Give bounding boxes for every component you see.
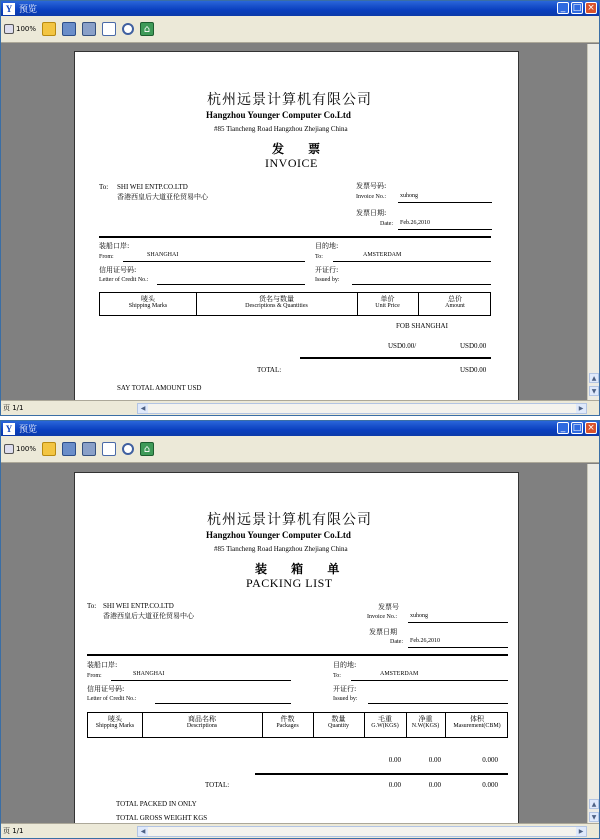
maximize-button[interactable]: □: [572, 423, 582, 433]
issuer-label-cn: 开证行:: [315, 266, 339, 274]
exit-icon: ⌂: [140, 22, 154, 36]
find-button[interactable]: [122, 439, 134, 459]
header-shipping-marks-cn: 唛头: [108, 715, 122, 723]
header-description-en: Descriptions & Quantities: [245, 303, 308, 310]
destination-value: AMSTERDAM: [380, 671, 419, 677]
status-bar: [1, 823, 599, 838]
find-button[interactable]: [122, 19, 134, 39]
page-icon: [102, 22, 116, 36]
preview-canvas[interactable]: [1, 464, 587, 826]
doc-title-cn: 装 箱 单: [255, 562, 350, 576]
packing-list-page: [74, 472, 519, 826]
header-descriptions-cn: 商品名称: [188, 715, 216, 723]
page-setup-button[interactable]: [102, 439, 116, 459]
printer-icon: [82, 22, 96, 36]
doc-title-en: PACKING LIST: [246, 576, 333, 590]
folder-open-icon: [42, 442, 56, 456]
row-net-weight: 0.00: [428, 756, 441, 764]
vertical-scrollbar[interactable]: [587, 44, 599, 400]
company-name-en: Hangzhou Younger Computer Co.Ltd: [206, 530, 351, 540]
header-packages-en: Packages: [276, 723, 299, 730]
header-shipping-marks-en: Shipping Marks: [95, 723, 135, 730]
zoom-button[interactable]: [4, 19, 36, 39]
horizontal-scrollbar[interactable]: [137, 826, 587, 837]
to-address: 香港西皇后大道亚伦贸易中心: [103, 612, 194, 620]
destination-label-cn: 目的地:: [333, 661, 357, 669]
invoice-page: [74, 51, 519, 400]
zoom-button[interactable]: [4, 439, 36, 459]
invoice-no-value: xuhong: [400, 193, 418, 199]
minimize-button[interactable]: _: [557, 422, 569, 434]
open-button[interactable]: [42, 19, 56, 39]
unit-price-value: USD0.00/: [388, 342, 417, 350]
company-name-cn: 杭州远景计算机有限公司: [207, 512, 372, 528]
header-quantity-cn: 数量: [331, 715, 346, 723]
header-description-cn: 货名与数量: [259, 295, 294, 303]
print-setup-icon: [62, 442, 76, 456]
zoom-icon: [4, 444, 14, 454]
to-name: SHI WEI ENTP.CO.LTD: [103, 602, 174, 610]
total-gross-weight-text: TOTAL GROSS WEIGHT KGS: [116, 814, 208, 822]
company-address: #85 Tiancheng Road Hangzhou Zhejiang China: [214, 125, 348, 133]
total-value: USD0.00: [460, 366, 487, 374]
issuer-label-cn: 开证行:: [333, 685, 357, 693]
header-net-weight-cn: 净重: [418, 715, 433, 723]
search-icon: [122, 443, 134, 455]
invoice-date-label-cn: 发票日期: [369, 628, 397, 636]
page-setup-button[interactable]: [102, 19, 116, 39]
title-bar[interactable]: [1, 1, 599, 16]
print-setup-button[interactable]: [62, 439, 76, 459]
from-label: From:: [87, 673, 102, 679]
total-label: TOTAL:: [205, 781, 230, 789]
from-label: From:: [99, 254, 114, 260]
total-measurement: 0.000: [482, 781, 498, 789]
header-packages-cn: 件数: [280, 715, 295, 723]
header-shipping-marks-cn: 唛头: [141, 295, 155, 303]
say-total: SAY TOTAL AMOUNT USD: [117, 384, 202, 392]
lc-label-en: Letter of Credit No.:: [87, 696, 137, 702]
fob-term: FOB SHANGHAI: [396, 322, 448, 330]
lc-label-cn: 信用证号码:: [99, 266, 137, 274]
zoom-label: 100%: [16, 445, 37, 453]
lc-label-cn: 信用证号码:: [87, 685, 125, 693]
invoice-no-label-cn: 发票号: [378, 603, 399, 611]
header-shipping-marks-en: Shipping Marks: [128, 303, 168, 310]
zoom-icon: [4, 24, 14, 34]
zoom-label: 100%: [16, 25, 37, 33]
exit-icon: ⌂: [140, 442, 154, 456]
preview-window-packing-list: [0, 420, 600, 839]
port-label-cn: 装船口岸:: [87, 661, 118, 669]
to-name: SHI WEI ENTP.CO.LTD: [117, 183, 188, 191]
header-gross-weight-cn: 毛重: [378, 715, 392, 723]
app-icon: Y: [3, 3, 15, 15]
search-icon: [122, 23, 134, 35]
toolbar: [1, 436, 599, 463]
packing-table-header: [87, 712, 508, 738]
issuer-label-en: Issued by:: [315, 277, 340, 283]
scroll-right-icon[interactable]: ▶: [576, 404, 586, 413]
header-gross-weight-en: G.W(KGS): [371, 723, 399, 730]
header-measurement-en: Masurement(CBM): [453, 723, 501, 730]
window-title: 预览: [19, 425, 38, 435]
print-setup-icon: [62, 22, 76, 36]
scroll-down-icon[interactable]: ▼: [589, 812, 599, 822]
scroll-up-icon[interactable]: ▲: [589, 799, 599, 809]
company-address: #85 Tiancheng Road Hangzhou Zhejiang China: [214, 545, 348, 553]
issuer-label-en: Issued by:: [333, 696, 358, 702]
to-port-label: To:: [333, 673, 341, 679]
destination-label-cn: 目的地:: [315, 242, 339, 250]
exit-button[interactable]: [140, 19, 154, 39]
close-button[interactable]: ×: [585, 2, 597, 14]
invoice-date-label-cn: 发票日期:: [356, 209, 387, 217]
toolbar: [1, 16, 599, 43]
window-title: 预览: [19, 5, 38, 15]
company-name-en: Hangzhou Younger Computer Co.Ltd: [206, 110, 351, 120]
invoice-date-value: Feb.26,2010: [400, 220, 430, 226]
minimize-button[interactable]: _: [557, 2, 569, 14]
scroll-down-icon[interactable]: ▼: [589, 386, 599, 396]
total-gross-weight: 0.00: [388, 781, 401, 789]
total-net-weight: 0.00: [428, 781, 441, 789]
scroll-up-icon[interactable]: ▲: [589, 373, 599, 383]
invoice-date-value: Feb.26,2010: [410, 638, 440, 644]
close-button[interactable]: ×: [585, 422, 597, 434]
row-measurement: 0.000: [482, 756, 498, 764]
company-name-cn: 杭州远景计算机有限公司: [207, 92, 372, 108]
row-gross-weight: 0.00: [388, 756, 401, 764]
preview-canvas[interactable]: [1, 44, 587, 400]
header-unit-price-en: Unit Price: [375, 303, 400, 310]
header-amount-cn: 总价: [448, 295, 462, 303]
invoice-no-label-en: Invoice No.:: [367, 614, 397, 620]
scroll-right-icon[interactable]: ▶: [576, 827, 586, 836]
lc-label-en: Letter of Credit No.:: [99, 277, 149, 283]
port-label-cn: 装船口岸:: [99, 242, 130, 250]
doc-title-en: INVOICE: [265, 156, 318, 170]
vertical-scrollbar[interactable]: [587, 464, 599, 826]
print-button[interactable]: [82, 19, 96, 39]
total-packed-in: TOTAL PACKED IN ONLY: [116, 800, 197, 808]
maximize-button[interactable]: □: [572, 3, 582, 13]
horizontal-scrollbar[interactable]: [137, 403, 587, 414]
page-indicator: 页 1/1: [3, 827, 24, 835]
title-bar[interactable]: [1, 421, 599, 436]
scroll-left-icon[interactable]: ◀: [138, 827, 148, 836]
header-measurement-cn: 体积: [470, 715, 484, 723]
status-bar: [1, 400, 599, 415]
folder-open-icon: [42, 22, 56, 36]
print-setup-button[interactable]: [62, 19, 76, 39]
to-label: To:: [99, 183, 109, 191]
to-port-label: To:: [315, 254, 323, 260]
app-icon: Y: [3, 423, 15, 435]
total-label: TOTAL:: [257, 366, 282, 374]
header-amount-en: Amount: [445, 303, 465, 310]
to-label: To:: [87, 602, 97, 610]
invoice-no-label-cn: 发票号码:: [356, 182, 387, 190]
to-address: 香港西皇后大道亚伦贸易中心: [117, 193, 208, 201]
preview-window-invoice: [0, 0, 600, 416]
doc-title-cn: 发 票: [272, 142, 331, 156]
destination-value: AMSTERDAM: [363, 252, 402, 258]
scroll-left-icon[interactable]: ◀: [138, 404, 148, 413]
invoice-no-label-en: Invoice No.:: [356, 194, 386, 200]
header-net-weight-en: N.W(KGS): [411, 723, 440, 730]
invoice-date-label-en: Date:: [380, 221, 393, 227]
from-value: SHANGHAI: [133, 671, 165, 677]
page-icon: [102, 442, 116, 456]
invoice-date-label-en: Date:: [390, 639, 403, 645]
amount-value: USD0.00: [460, 342, 487, 350]
invoice-no-value: xuhong: [410, 613, 428, 619]
page-indicator: 页 1/1: [3, 404, 24, 412]
open-button[interactable]: [42, 439, 56, 459]
exit-button[interactable]: [140, 439, 154, 459]
header-quantity-en: Quantity: [328, 723, 349, 730]
header-descriptions-en: Descriptions: [186, 723, 218, 730]
items-table-header: [99, 292, 491, 316]
from-value: SHANGHAI: [147, 252, 179, 258]
printer-icon: [82, 442, 96, 456]
header-unit-price-cn: 单价: [380, 295, 395, 303]
print-button[interactable]: [82, 439, 96, 459]
